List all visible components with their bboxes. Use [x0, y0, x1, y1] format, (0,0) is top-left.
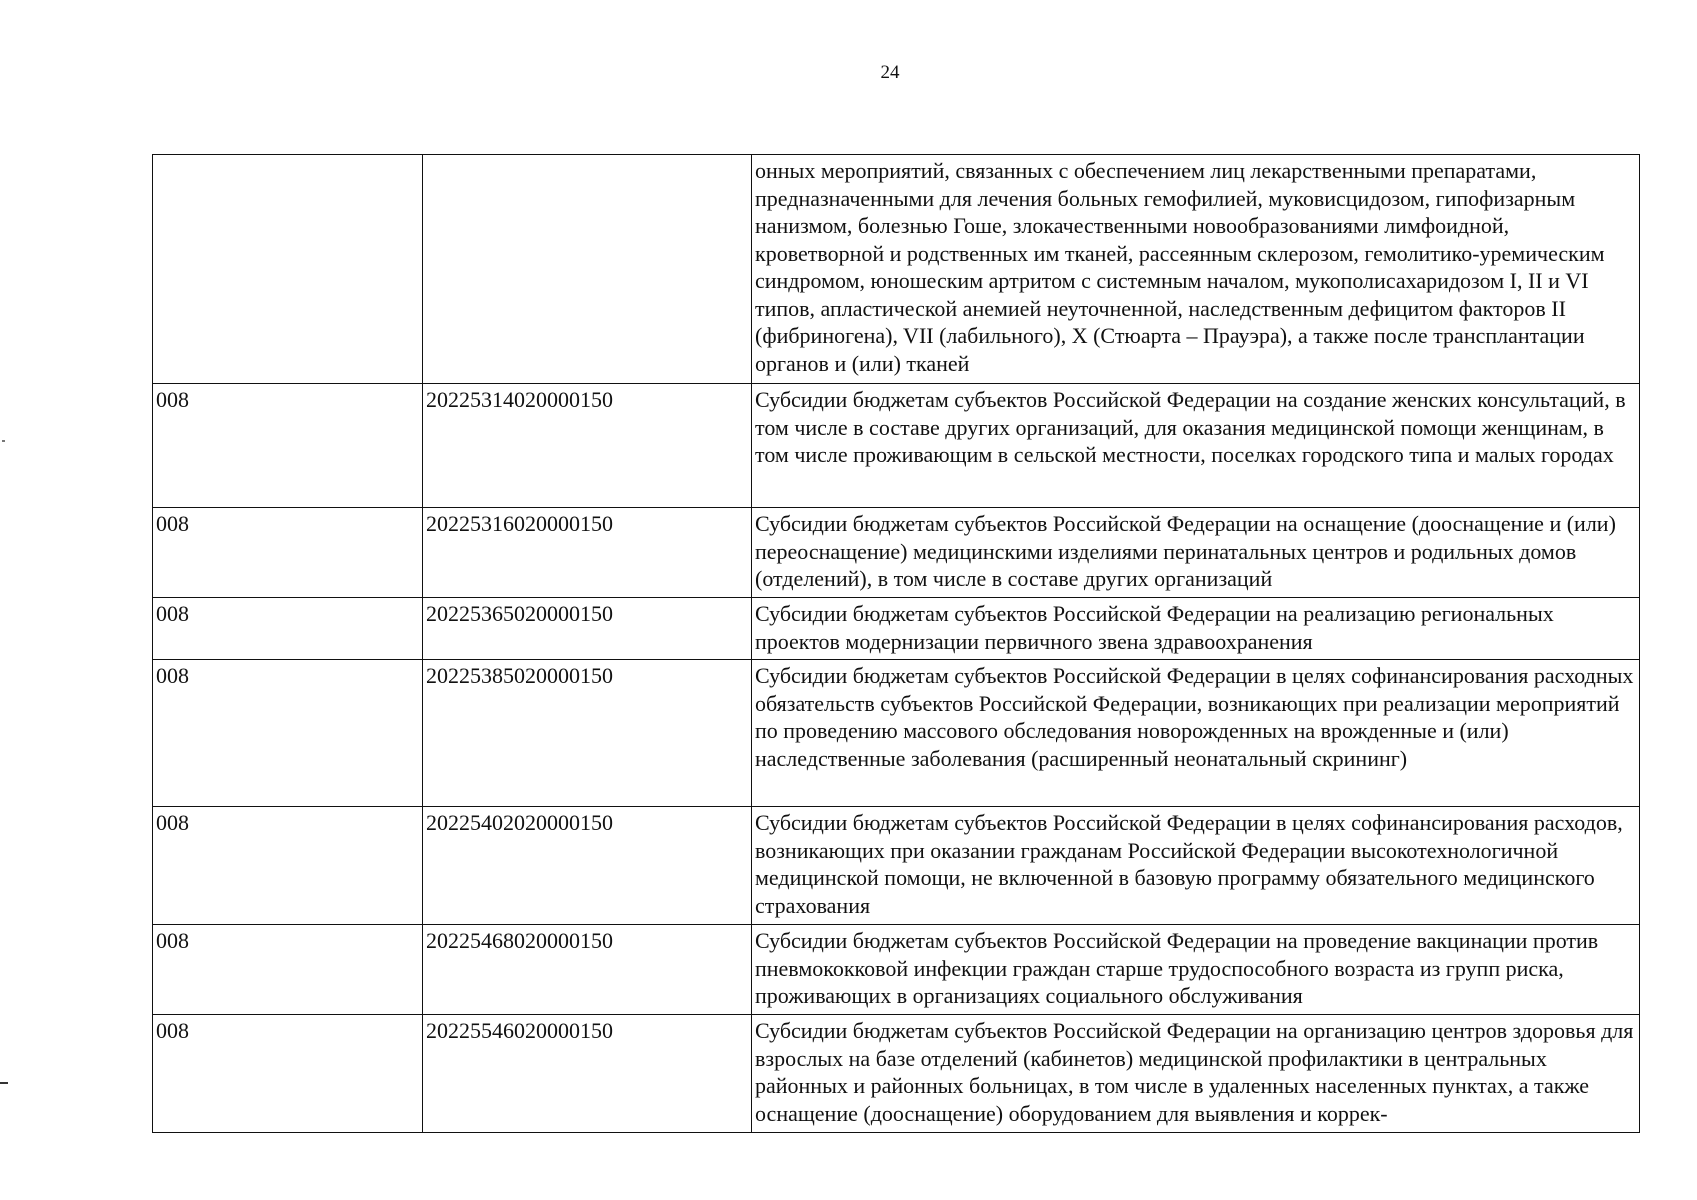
admin-code-cell: 008 — [153, 508, 423, 598]
budget-code-cell: 20225546020000150 — [423, 1015, 752, 1133]
admin-code-cell: 008 — [153, 1015, 423, 1133]
admin-code-cell — [153, 155, 423, 384]
page-number: 24 — [880, 62, 900, 83]
budget-code-cell: 20225365020000150 — [423, 598, 752, 660]
scan-speck — [2, 440, 5, 442]
admin-code-cell: 008 — [153, 807, 423, 925]
description-cell: Субсидии бюджетам субъектов Российской Федерации на создание женских консультаций, в том числе в составе других организаций, для оказания медицинской помощи женщинам, в том числе проживающим в сельской местности, поселках городского типа и малых городах — [752, 384, 1640, 508]
budget-code-cell: 20225468020000150 — [423, 925, 752, 1015]
budget-code-cell — [423, 155, 752, 384]
admin-code-cell: 008 — [153, 660, 423, 807]
budget-code-cell: 20225402020000150 — [423, 807, 752, 925]
table-row — [153, 508, 1640, 598]
budget-code-cell: 20225385020000150 — [423, 660, 752, 807]
budget-code-cell: 20225316020000150 — [423, 508, 752, 598]
budget-codes-table — [152, 154, 1640, 1133]
table-row — [153, 807, 1640, 925]
description-cell: Субсидии бюджетам субъектов Российской Федерации на организацию центров здоровья для взрослых на базе отделений (кабинетов) медицинской профилактики в центральных районных и районных больницах, в том числе в удаленных населенных пунктах, а также оснащение (дооснащение) оборудованием для выявления и коррек- — [752, 1015, 1640, 1133]
description-cell: Субсидии бюджетам субъектов Российской Федерации в целях софинансирования расходных обязательств субъектов Российской Федерации, возникающих при реализации мероприятий по проведению массового обследования новорожденных на врожденные и (или) наследственные заболевания (расширенный неонатальный скрининг) — [752, 660, 1640, 807]
description-cell: онных мероприятий, связанных с обеспечением лиц лекарственными препаратами, предназначенными для лечения больных гемофилией, муковисцидозом, гипофизарным нанизмом, болезнью Гоше, злокачественными новообразованиями лимфоидной, кроветворной и родственных им тканей, рассеянным склерозом, гемолитико-уремическим синдромом, юношеским артритом с системным началом, мукополисахаридозом I, II и VI типов, апластической анемией неуточненной, наследственным дефицитом факторов II (фибриногена), VII (лабильного), X (Стюарта – Прауэра), а также после трансплантации органов и (или) тканей — [752, 155, 1640, 384]
description-cell: Субсидии бюджетам субъектов Российской Федерации на оснащение (дооснащение и (или) переоснащение) медицинскими изделиями перинатальных центров и родильных домов (отделений), в том числе в составе других организаций — [752, 508, 1640, 598]
admin-code-cell: 008 — [153, 384, 423, 508]
table-body — [153, 155, 1640, 1133]
table-row — [153, 384, 1640, 508]
table-row — [153, 1015, 1640, 1133]
budget-code-cell: 20225314020000150 — [423, 384, 752, 508]
table-row — [153, 155, 1640, 384]
table-row — [153, 925, 1640, 1015]
description-cell: Субсидии бюджетам субъектов Российской Федерации на реализацию региональных проектов модернизации первичного звена здравоохранения — [752, 598, 1640, 660]
description-cell: Субсидии бюджетам субъектов Российской Федерации в целях софинансирования расходов, возникающих при оказании гражданам Российской Федерации высокотехнологичной медицинской помощи, не включенной в базовую программу обязательного медицинского страхования — [752, 807, 1640, 925]
description-cell: Субсидии бюджетам субъектов Российской Федерации на проведение вакцинации против пневмококковой инфекции граждан старше трудоспособного возраста из групп риска, проживающих в организациях социального обслуживания — [752, 925, 1640, 1015]
scan-margin-mark — [0, 1082, 8, 1084]
table-row — [153, 598, 1640, 660]
table-row — [153, 660, 1640, 807]
admin-code-cell: 008 — [153, 598, 423, 660]
admin-code-cell: 008 — [153, 925, 423, 1015]
